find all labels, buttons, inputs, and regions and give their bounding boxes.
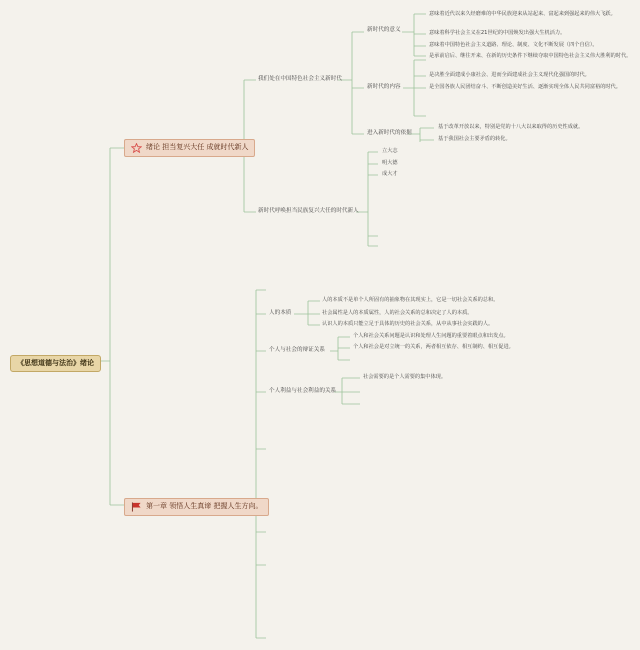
leaf-content-3: 是全国各族人民团结奋斗、不断创造美好生活、逐渐实现全体人民共同富裕的时代。 [429,84,621,90]
subtopic-significance[interactable]: 新时代的意义 [367,27,401,33]
leaf-significance-1: 意味着近代以来久经磨难的中华民族迎来从站起来、富起来到强起来的伟大飞跃。 [429,11,616,17]
chapter-one-label: 第一章 领悟人生真谛 把握人生方向。 [146,502,263,511]
leaf-individual-2: 个人和社会是对立统一的关系，两者相互依存、相互制约、相互促进。 [353,344,514,350]
root-node[interactable] [10,355,101,372]
leaf-people-3: 成大才 [382,171,398,177]
leaf-nature-2: 社会属性是人的本质属性，人的社会关系的总和决定了人的本质。 [322,310,473,316]
chapter-intro-label: 绪论 担当复兴大任 成就时代新人 [146,143,249,152]
topic-human-nature[interactable]: 人的本质 [269,310,292,316]
topic-individual-society[interactable]: 个人与社会的辩证关系 [269,347,325,353]
leaf-people-1: 立大志 [382,148,398,154]
leaf-basis-2: 基于我国社会主要矛盾的转化。 [438,136,511,142]
red-flag-icon [131,502,142,512]
topic-new-era[interactable]: 我们处在中国特色社会主义新时代 [258,76,342,82]
root-label: 《思想道德与法治》绪论 [17,359,94,367]
topic-interests[interactable]: 个人利益与社会利益的关系 [269,388,337,394]
leaf-people-2: 明大德 [382,160,398,166]
star-outline-icon [131,143,142,153]
leaf-significance-2: 意味着科学社会主义在21世纪的中国焕发出强大生机活力。 [429,30,566,36]
leaf-nature-3: 认识人的本质只能立足于具体的历史的社会关系，从中从事社会实践的人。 [322,321,494,327]
leaf-basis-1: 基于改革开放以来，特别是党的十八大以来取得的历史性成就。 [438,124,584,130]
topic-new-people[interactable]: 新时代呼唤担当民族复兴大任的时代新人 [258,208,359,214]
leaf-individual-1: 个人和社会关系问题是认识和处理人生问题的重要着眼点和出发点。 [353,333,509,339]
subtopic-basis[interactable]: 进入新时代的依据 [367,130,412,136]
leaf-nature-1: 人的本质不是单个人所固有的抽象物在其现实上，它是一切社会关系的总和。 [322,297,499,303]
chapter-intro-node[interactable] [124,139,255,157]
leaf-content-1: 是承前启后、继往开来、在新的历史条件下继续夺取中国特色社会主义伟大胜利的时代。 [429,53,632,59]
chapter-one-node[interactable] [124,498,269,516]
leaf-significance-3: 意味着中国特色社会主义道路、理论、制度、文化不断发展（四个自信）。 [429,42,598,48]
leaf-interests-1: 社会需要的是个人需要的集中体现。 [363,374,447,380]
subtopic-content[interactable]: 新时代的内容 [367,84,401,90]
leaf-content-2: 是决胜全面建成小康社会、进而全面建成社会主义现代化强国的时代。 [429,72,590,78]
